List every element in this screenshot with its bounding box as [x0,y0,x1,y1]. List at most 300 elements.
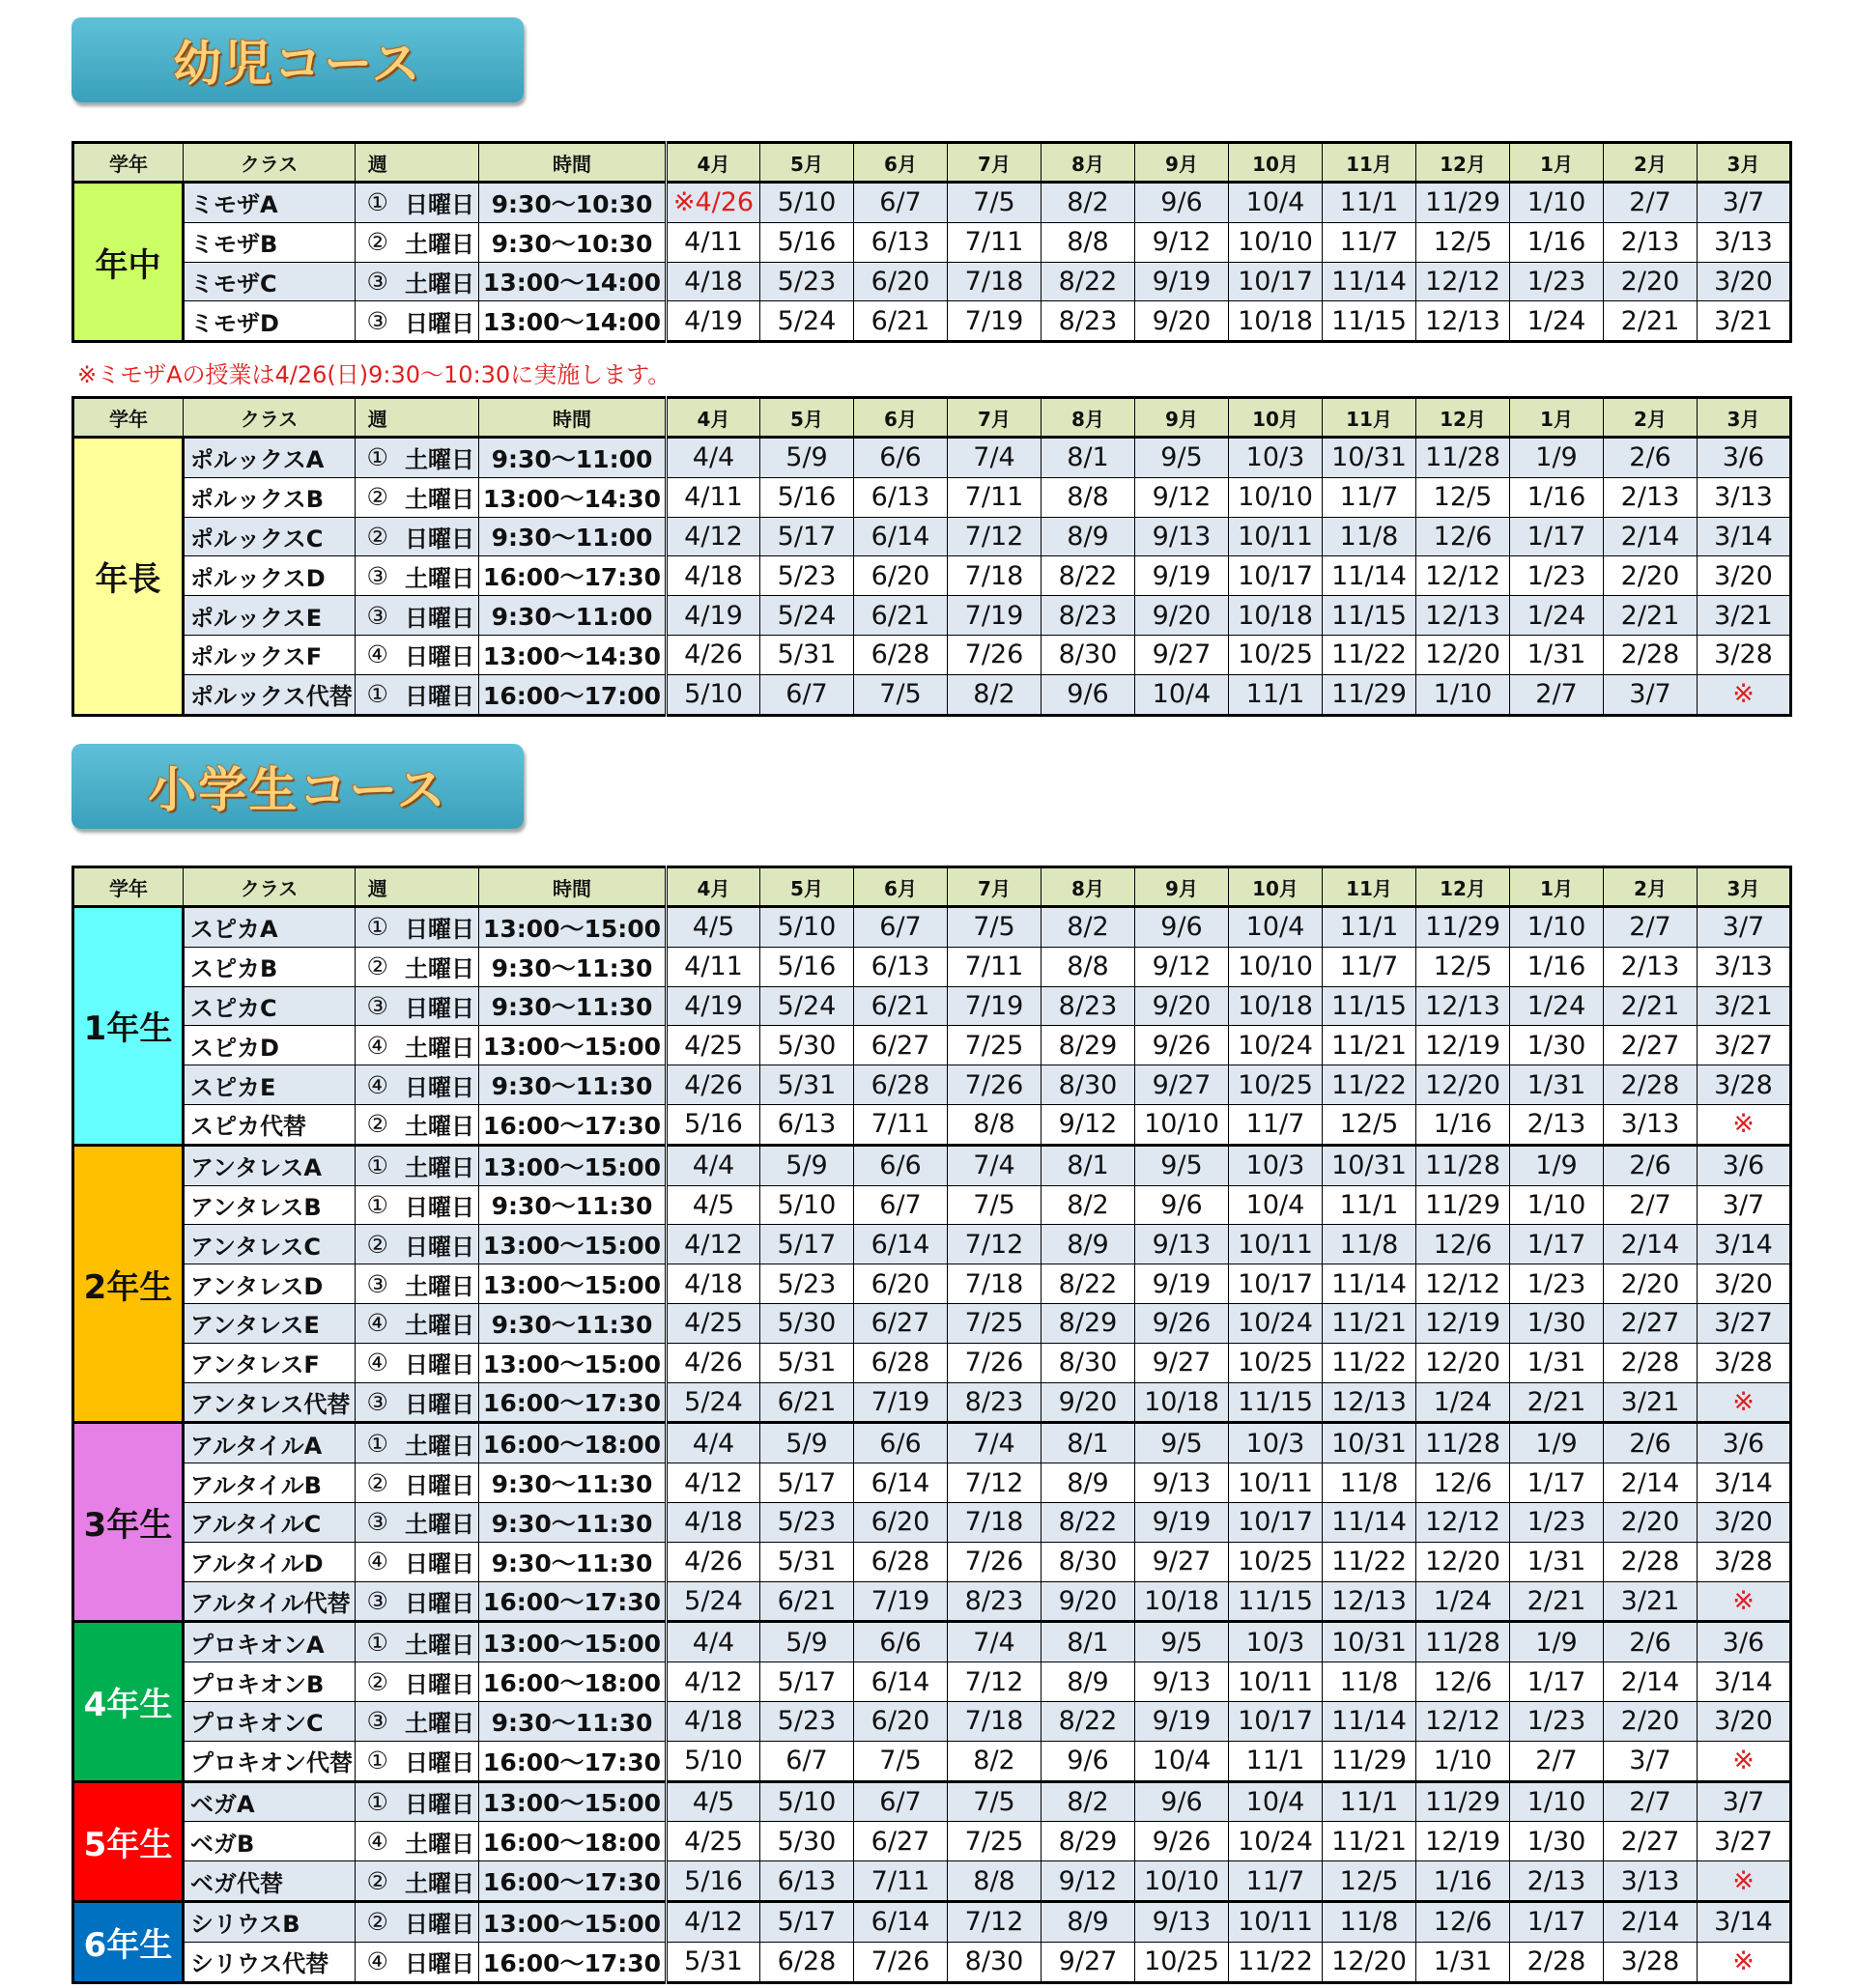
lesson-date: 6/20 [854,1264,948,1304]
weekday: 日曜日 [400,1741,479,1781]
lesson-date: 7/5 [948,907,1042,948]
lesson-date: 3/21 [1698,301,1791,342]
lesson-date: 5/23 [760,1701,854,1741]
column-header: 学年 [73,867,184,907]
lesson-date: 8/22 [1042,556,1135,596]
lesson-date: 12/20 [1416,1542,1510,1581]
class-row [73,262,1791,301]
lesson-date: 10/4 [1229,1781,1323,1822]
lesson-date: 6/14 [854,1463,948,1503]
lesson-date: 2/14 [1604,1463,1698,1503]
class-name: スピカA [184,907,356,948]
lesson-date: 11/29 [1416,907,1510,948]
lesson-date: 5/17 [760,1901,854,1942]
lesson-date: 10/10 [1229,222,1323,262]
lesson-date: 12/5 [1323,1861,1416,1902]
column-header: 9月 [1135,398,1229,438]
time-range: 13:00～15:00 [479,1622,667,1662]
lesson-date: 6/7 [854,907,948,948]
lesson-date: 5/16 [667,1104,760,1145]
lesson-date: 3/7 [1604,1741,1698,1781]
column-header: 3月 [1698,143,1791,183]
header-row [73,867,1791,907]
lesson-date: 1/10 [1416,1741,1510,1781]
week-number: ③ [356,262,400,301]
lesson-date: 2/13 [1510,1104,1604,1145]
column-header: 5月 [760,143,854,183]
lesson-date: ※ [1698,1382,1791,1423]
lesson-date: 6/20 [854,1701,948,1741]
lesson-date: 11/15 [1229,1382,1323,1423]
lesson-date: ※ [1698,674,1791,715]
weekday: 土曜日 [400,1303,479,1343]
class-row [73,907,1791,948]
class-row [73,1701,1791,1741]
lesson-date: 4/4 [667,438,760,478]
lesson-date: 11/1 [1229,674,1323,715]
grade-label: 4年生 [73,1622,184,1781]
lesson-date: 3/14 [1698,1662,1791,1702]
lesson-date: 6/20 [854,262,948,301]
class-name: ポルックスA [184,438,356,478]
lesson-date: 11/29 [1323,674,1416,715]
lesson-date: 11/22 [1323,1542,1416,1581]
lesson-date: 3/20 [1698,1701,1791,1741]
column-header: クラス [184,143,356,183]
lesson-date: ※4/26 [667,183,760,223]
class-name: プロキオンB [184,1662,356,1702]
lesson-date: 1/17 [1510,517,1604,556]
lesson-date: 1/10 [1416,674,1510,715]
lesson-date: 8/22 [1042,1701,1135,1741]
lesson-date: 9/20 [1135,986,1229,1026]
lesson-date: 3/27 [1698,1303,1791,1343]
class-row [73,438,1791,478]
time-range: 16:00～18:00 [479,1423,667,1463]
lesson-date: 5/30 [760,1026,854,1065]
lesson-date: 6/13 [760,1104,854,1145]
lesson-date: 6/27 [854,1303,948,1343]
lesson-date: 5/30 [760,1303,854,1343]
lesson-date: 7/11 [948,222,1042,262]
lesson-date: 2/20 [1604,556,1698,596]
lesson-date: 4/11 [667,947,760,986]
lesson-date: 2/27 [1604,1822,1698,1861]
lesson-date: 11/28 [1416,1423,1510,1463]
shogakusei-course-banner [71,744,524,829]
weekday: 土曜日 [400,1145,479,1185]
column-header: 4月 [667,867,760,907]
class-row [73,477,1791,517]
lesson-date: 9/26 [1135,1822,1229,1861]
weekday: 日曜日 [400,1463,479,1503]
lesson-date: 5/16 [760,477,854,517]
lesson-date: 5/23 [760,1502,854,1542]
week-number: ① [356,1423,400,1463]
lesson-date: 9/13 [1135,1225,1229,1264]
week-number: ① [356,1781,400,1822]
weekday: 日曜日 [400,635,479,674]
lesson-date: 3/20 [1698,1264,1791,1304]
class-name: アンタレス代替 [184,1382,356,1423]
lesson-date: 5/17 [760,1463,854,1503]
class-row [73,674,1791,715]
lesson-date: 9/12 [1042,1861,1135,1902]
time-range: 9:30～11:30 [479,1303,667,1343]
lesson-date: 2/7 [1604,1185,1698,1225]
class-row [73,1343,1791,1382]
week-number: ② [356,1225,400,1264]
lesson-date: 12/20 [1323,1942,1416,1982]
lesson-date: 1/10 [1510,183,1604,223]
lesson-date: 7/19 [854,1382,948,1423]
lesson-date: 2/7 [1604,183,1698,223]
lesson-date: 11/29 [1416,183,1510,223]
lesson-date: 4/5 [667,1185,760,1225]
week-number: ③ [356,596,400,636]
column-header [400,867,479,907]
lesson-date: 9/5 [1135,1145,1229,1185]
lesson-date: 6/13 [760,1861,854,1902]
class-row [73,1026,1791,1065]
lesson-date: 8/2 [948,1741,1042,1781]
weekday: 日曜日 [400,1781,479,1822]
lesson-date: 3/20 [1698,262,1791,301]
lesson-date: 6/14 [854,1225,948,1264]
time-range: 9:30～11:00 [479,596,667,636]
lesson-date: 11/21 [1323,1822,1416,1861]
time-range: 16:00～17:30 [479,1741,667,1781]
week-number: ④ [356,1942,400,1982]
week-number: ② [356,517,400,556]
lesson-date: 9/27 [1135,635,1229,674]
lesson-date: 3/27 [1698,1822,1791,1861]
lesson-date: 8/23 [1042,986,1135,1026]
time-range: 9:30～11:30 [479,1185,667,1225]
time-range: 9:30～11:30 [479,947,667,986]
class-name: ミモザC [184,262,356,301]
lesson-date: 10/31 [1323,1145,1416,1185]
grade-label: 2年生 [73,1145,184,1423]
time-range: 16:00～18:00 [479,1662,667,1702]
class-name: プロキオンA [184,1622,356,1662]
weekday: 土曜日 [400,262,479,301]
lesson-date: 8/2 [1042,183,1135,223]
lesson-date: 12/20 [1416,635,1510,674]
lesson-date: 1/23 [1510,556,1604,596]
lesson-date: 5/31 [760,1343,854,1382]
week-number: ③ [356,1264,400,1304]
lesson-date: 6/27 [854,1822,948,1861]
lesson-date: 10/18 [1229,301,1323,342]
lesson-date: 10/11 [1229,1662,1323,1702]
class-name: ポルックスF [184,635,356,674]
week-number: ② [356,1861,400,1902]
lesson-date: 11/1 [1323,1185,1416,1225]
weekday: 土曜日 [400,1861,479,1902]
class-name: ポルックスD [184,556,356,596]
column-header: 12月 [1416,398,1510,438]
lesson-date: 5/17 [760,1225,854,1264]
weekday: 日曜日 [400,1185,479,1225]
lesson-date: 6/6 [854,1622,948,1662]
lesson-date: 11/14 [1323,262,1416,301]
lesson-date: 7/26 [948,635,1042,674]
week-number: ④ [356,1542,400,1581]
lesson-date: 8/23 [948,1382,1042,1423]
lesson-date: 7/25 [948,1026,1042,1065]
lesson-date: 10/31 [1323,438,1416,478]
column-header: 12月 [1416,867,1510,907]
column-header: 8月 [1042,867,1135,907]
lesson-date: 2/20 [1604,262,1698,301]
lesson-date: 10/24 [1229,1822,1323,1861]
week-number: ① [356,1741,400,1781]
class-name: スピカ代替 [184,1104,356,1145]
lesson-date: 10/4 [1135,674,1229,715]
class-row [73,986,1791,1026]
lesson-date: 9/12 [1135,947,1229,986]
lesson-date: 2/13 [1604,222,1698,262]
lesson-date: 12/19 [1416,1303,1510,1343]
lesson-date: 3/7 [1698,907,1791,948]
class-row [73,1622,1791,1662]
grade-label: 5年生 [73,1781,184,1901]
lesson-date: 12/6 [1416,1463,1510,1503]
lesson-date: 4/26 [667,635,760,674]
lesson-date: 3/21 [1604,1581,1698,1622]
lesson-date: 5/10 [760,183,854,223]
lesson-date: 9/6 [1042,1741,1135,1781]
time-range: 9:30～11:30 [479,1463,667,1503]
lesson-date: 11/8 [1323,1225,1416,1264]
lesson-date: 1/31 [1510,1065,1604,1105]
lesson-date: 12/12 [1416,262,1510,301]
class-row [73,1822,1791,1861]
weekday: 土曜日 [400,222,479,262]
lesson-date: 6/7 [854,183,948,223]
lesson-date: 4/26 [667,1065,760,1105]
yoji-course-banner [71,17,524,102]
lesson-date: 7/18 [948,1502,1042,1542]
week-number: ① [356,1185,400,1225]
lesson-date: 6/14 [854,517,948,556]
class-row [73,1502,1791,1542]
time-range: 13:00～15:00 [479,1343,667,1382]
lesson-date: 7/19 [948,301,1042,342]
lesson-date: 10/10 [1229,947,1323,986]
lesson-date: 6/21 [854,986,948,1026]
lesson-date: ※ [1698,1104,1791,1145]
class-row [73,1264,1791,1304]
lesson-date: 7/5 [948,183,1042,223]
lesson-date: 11/7 [1323,222,1416,262]
class-row [73,183,1791,223]
lesson-date: 4/18 [667,1502,760,1542]
time-range: 16:00～17:30 [479,1382,667,1423]
class-name: アルタイルA [184,1423,356,1463]
mimosa-a-note: ※ミモザAの授業は4/26(日)9:30～10:30に実施します。 [77,361,671,388]
time-range: 9:30～11:00 [479,438,667,478]
lesson-date: 7/18 [948,262,1042,301]
lesson-date: 1/24 [1510,301,1604,342]
class-row [73,556,1791,596]
time-range: 13:00～15:00 [479,1026,667,1065]
lesson-date: 2/21 [1604,986,1698,1026]
lesson-date: 11/7 [1323,947,1416,986]
lesson-date: 3/28 [1698,1542,1791,1581]
lesson-date: 12/5 [1416,222,1510,262]
column-header: 週 [356,143,400,183]
lesson-date: 4/11 [667,477,760,517]
lesson-date: 10/10 [1135,1104,1229,1145]
lesson-date: 9/26 [1135,1303,1229,1343]
lesson-date: 7/26 [948,1542,1042,1581]
lesson-date: 6/7 [854,1781,948,1822]
lesson-date: 3/6 [1698,1423,1791,1463]
lesson-date: 11/14 [1323,1264,1416,1304]
weekday: 土曜日 [400,556,479,596]
time-range: 13:00～15:00 [479,1145,667,1185]
class-name: アンタレスD [184,1264,356,1304]
column-header: 5月 [760,398,854,438]
lesson-date: 4/25 [667,1026,760,1065]
lesson-date: 3/7 [1698,1781,1791,1822]
grade-label: 6年生 [73,1901,184,1982]
week-number: ① [356,1622,400,1662]
column-header: クラス [184,398,356,438]
lesson-date: 2/21 [1510,1382,1604,1423]
lesson-date: 6/7 [854,1185,948,1225]
class-row [73,1303,1791,1343]
lesson-date: 3/14 [1698,1225,1791,1264]
class-row [73,1901,1791,1942]
lesson-date: 8/22 [1042,1502,1135,1542]
lesson-date: 11/8 [1323,1463,1416,1503]
lesson-date: 8/30 [948,1942,1042,1982]
lesson-date: 10/24 [1229,1303,1323,1343]
lesson-date: 3/13 [1698,947,1791,986]
week-number: ③ [356,1382,400,1423]
lesson-date: 6/13 [854,477,948,517]
class-name: アンタレスC [184,1225,356,1264]
lesson-date: 5/23 [760,1264,854,1304]
week-number: ④ [356,1822,400,1861]
lesson-date: 5/16 [760,222,854,262]
column-header: 1月 [1510,143,1604,183]
lesson-date: 1/16 [1416,1104,1510,1145]
lesson-date: 8/23 [1042,301,1135,342]
lesson-date: 2/7 [1510,674,1604,715]
column-header: 7月 [948,398,1042,438]
lesson-date: 1/10 [1510,907,1604,948]
lesson-date: 7/4 [948,1423,1042,1463]
lesson-date: 4/19 [667,986,760,1026]
time-range: 13:00～15:00 [479,1901,667,1942]
lesson-date: 5/10 [667,1741,760,1781]
lesson-date: 5/16 [760,947,854,986]
weekday: 日曜日 [400,301,479,342]
lesson-date: 1/30 [1510,1303,1604,1343]
column-header: 7月 [948,143,1042,183]
lesson-date: 7/18 [948,556,1042,596]
lesson-date: 10/25 [1135,1942,1229,1982]
week-number: ③ [356,1701,400,1741]
weekday: 日曜日 [400,1581,479,1622]
lesson-date: 2/27 [1604,1303,1698,1343]
lesson-date: ※ [1698,1861,1791,1902]
weekday: 土曜日 [400,1822,479,1861]
lesson-date: 5/31 [760,635,854,674]
lesson-date: 7/25 [948,1303,1042,1343]
lesson-date: 4/19 [667,596,760,636]
lesson-date: 9/20 [1135,301,1229,342]
lesson-date: 5/9 [760,438,854,478]
lesson-date: 9/6 [1135,1781,1229,1822]
lesson-date: 3/21 [1698,986,1791,1026]
column-header: 4月 [667,398,760,438]
lesson-date: 2/28 [1604,1065,1698,1105]
lesson-date: 1/17 [1510,1463,1604,1503]
class-name: ポルックスC [184,517,356,556]
lesson-date: 11/22 [1323,1065,1416,1105]
lesson-date: 1/17 [1510,1662,1604,1702]
lesson-date: 9/6 [1135,1185,1229,1225]
class-name: アンタレスF [184,1343,356,1382]
lesson-date: 4/4 [667,1423,760,1463]
lesson-date: 7/25 [948,1822,1042,1861]
lesson-date: 5/10 [760,1781,854,1822]
lesson-date: 8/23 [948,1581,1042,1622]
lesson-date: 12/19 [1416,1822,1510,1861]
weekday: 日曜日 [400,1542,479,1581]
lesson-date: 10/25 [1229,1065,1323,1105]
lesson-date: 1/9 [1510,1145,1604,1185]
class-name: ミモザD [184,301,356,342]
week-number: ② [356,947,400,986]
lesson-date: 5/31 [667,1942,760,1982]
column-header: 学年 [73,143,184,183]
lesson-date: 3/13 [1698,222,1791,262]
weekday: 日曜日 [400,907,479,948]
lesson-date: 11/22 [1323,635,1416,674]
lesson-date: 8/9 [1042,517,1135,556]
lesson-date: 3/28 [1604,1942,1698,1982]
lesson-date: 12/12 [1416,556,1510,596]
grade-label: 3年生 [73,1423,184,1622]
lesson-date: 3/6 [1698,1145,1791,1185]
lesson-date: 8/23 [1042,596,1135,636]
column-header: 時間 [479,867,667,907]
lesson-date: 10/4 [1229,1185,1323,1225]
lesson-date: 3/28 [1698,635,1791,674]
lesson-date: 11/1 [1323,907,1416,948]
class-row [73,1145,1791,1185]
lesson-date: 10/11 [1229,517,1323,556]
lesson-date: 10/10 [1135,1861,1229,1902]
lesson-date: 6/21 [854,596,948,636]
lesson-date: 12/5 [1416,947,1510,986]
lesson-date: 7/26 [854,1942,948,1982]
class-name: アンタレスE [184,1303,356,1343]
lesson-date: 10/3 [1229,438,1323,478]
lesson-date: 3/7 [1604,674,1698,715]
lesson-date: 6/7 [760,1741,854,1781]
lesson-date: 1/10 [1510,1781,1604,1822]
lesson-date: 12/20 [1416,1065,1510,1105]
lesson-date: 2/6 [1604,438,1698,478]
lesson-date: 5/17 [760,1662,854,1702]
